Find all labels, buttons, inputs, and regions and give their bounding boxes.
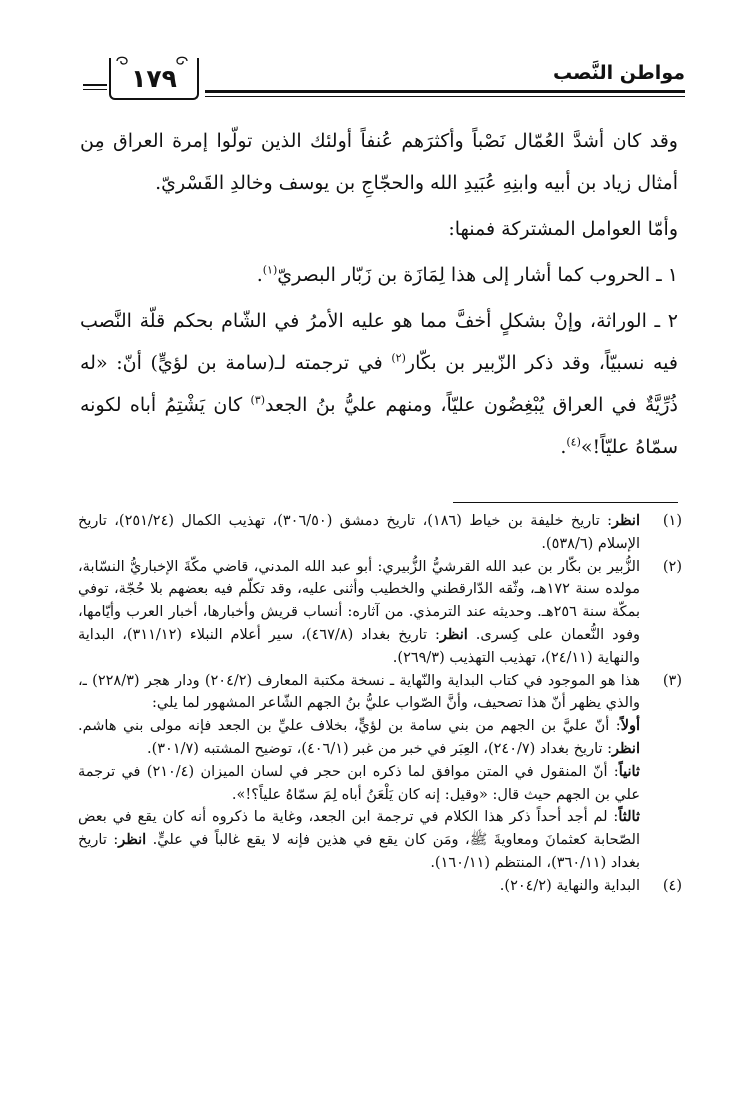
footnote-text: : تاريخ بغداد (٣٦٠/١١)، المنتظم (١٦٠/١١).	[78, 832, 640, 871]
footnote	[78, 510, 682, 556]
footnote-number: (٣)	[662, 672, 682, 689]
header-left-rule	[83, 84, 107, 90]
punctuation: .	[560, 436, 567, 458]
paragraph-text: في ترجمته لـ(سامة بن لؤيٍّ) أنّ: «له ذُرِّيَّةٌ في العراق يُبْغِضُون عليّاً، ومنهم عليُّ بنُ الجعد	[80, 352, 678, 416]
footnote-number: (٢)	[662, 558, 682, 575]
footnotes	[78, 510, 682, 898]
footnote-text: البداية والنهاية (٢٠٤/٢).	[499, 877, 640, 894]
footnote-label: انظر	[439, 625, 468, 643]
footnote-label: انظر	[612, 512, 640, 529]
page-header	[95, 58, 685, 104]
footnote-ref: (٤)	[566, 435, 581, 449]
main-text	[80, 120, 678, 468]
paragraph	[80, 254, 678, 296]
footnote	[78, 670, 682, 875]
footnote-text: : تاريخ بغداد (٤٦٧/٨)، سير أعلام النبلاء (٣١١/١٢)، البداية والنهاية (٢٤/١١)، تهذيب التهذيب (٢٦٩/٣).	[78, 626, 640, 666]
footnote-number: (١)	[662, 513, 682, 529]
paragraph	[80, 300, 678, 468]
paragraph-text: ٢ ـ الوراثة، وإنْ بشكلٍ أخفَّ مما هو عليه الأمرُ في الشّام بحكم قلّة النَّصب فيه نسبيّاً، وقد ذكر الزّبير بن بكّار	[80, 310, 678, 374]
footnote-label: ثانياً	[618, 762, 640, 780]
footnote	[78, 556, 682, 670]
running-title: مواطن النَّصب	[552, 62, 685, 84]
footnote	[78, 875, 682, 898]
footnote-text: الزُّبير بن بكّار بن عبد الله القرشيُّ الزُّبيري: أبو عبد الله المدني، قاضي مكّةَ الإخباريُّ النسّابة، مولده سنة ١٧٢هـ، وثّقه الدّارقطني والخطيب وأثنى عليه، وقد تكلّم فيه بعضهم بلا حُجّة، توفي بمكّة سنة ٢٥٦هـ. وحديثه عند الترمذي. من آثاره: أنساب قريش وأخبارها، أخبار العرب وأيّامها، وفود النُّعمان على كِسرى.	[78, 558, 641, 643]
flourish-icon	[115, 54, 129, 68]
paragraph: وقد كان أشدَّ العُمّال نَصْباً وأكثرَهم عُنفاً أولئك الذين تولّوا إمرة العراق مِن أمثال زياد بن أبيه وابنِهِ عُبَيدِ الله والحجّاجِ بن يوسف وخالدِ القَسْريّ.	[80, 130, 678, 194]
footnote-text: : أنّ المنقول في المتن موافق لما ذكره ابن حجر في لسان الميزان (٢١٠/٤) في ترجمة علي بن الجهم حيث قال: «وقيل: إنه كان يَلْعَنُ أباه لِمَ سمّاهُ علياً؟!».	[78, 763, 640, 803]
footnote-ref: (٣)	[250, 393, 265, 407]
footnote-text: هذا هو الموجود في كتاب البداية والنّهاية ـ نسخة مكتبة المعارف (٢٠٤/٢) ودار هجر (٢٢٨/٣) ـ، والذي يظهر أنّ هذا تصحيف، وأنَّ الصّواب عليُّ بنُ الجهم الشّاعر المشهور لما يلي:	[78, 672, 641, 712]
paragraph-text: كان يَشْتِمُ أباه لكونه سمّاهُ عليّاً!»	[80, 394, 678, 458]
footnote-label: انظر	[612, 739, 640, 757]
page-number: ١٧٩	[131, 63, 177, 93]
footnote-ref: (٢)	[391, 351, 406, 365]
footnote-ref: (١)	[262, 263, 278, 277]
punctuation: .	[256, 264, 263, 286]
flourish-icon	[175, 54, 189, 68]
footnote-text: : أنّ عليَّ بن الجهم من بني سامة بن لؤيٍّ، بخلاف عليِّ بن الجعد فإنه مولى بني هاشم.	[78, 718, 621, 735]
footnote-label: انظر	[118, 831, 147, 849]
footnote-text: : تاريخ خليفة بن خياط (١٨٦)، تاريخ دمشق (٣٠٦/٥٠)، تهذيب الكمال (٢٥١/٢٤)، تاريخ الإسلام (٥٣٨/٦).	[78, 513, 640, 552]
footnote-separator	[453, 502, 678, 503]
footnote-text: : لم أجد أحداً ذكر هذا الكلام في ترجمة ابن الجعد، وغاية ما ذكروه أنه كان يقع في بعض الصّحابة كعثمانَ ومعاويةَ ﷺ، ومَن كان يقع في هذين فإنه لا يقع غالباً في عليٍّ.	[78, 809, 640, 849]
paragraph: وأمّا العوامل المشتركة فمنها:	[448, 218, 678, 240]
footnote-text: : تاريخ بغداد (٢٤٠/٧)، العِبَر في خبر من غبر (٤٠٦/١)، توضيح المشتبه (٣٠١/٧).	[146, 740, 613, 757]
header-rule	[205, 90, 685, 97]
paragraph-text: ١ ـ الحروب كما أشار إلى هذا لِمَازَة بن زَبّار البصريّ	[277, 264, 678, 286]
footnote-label: ثالثاً	[618, 808, 640, 826]
footnote-number: (٤)	[662, 877, 682, 894]
footnote-label: أولاً	[620, 717, 640, 735]
